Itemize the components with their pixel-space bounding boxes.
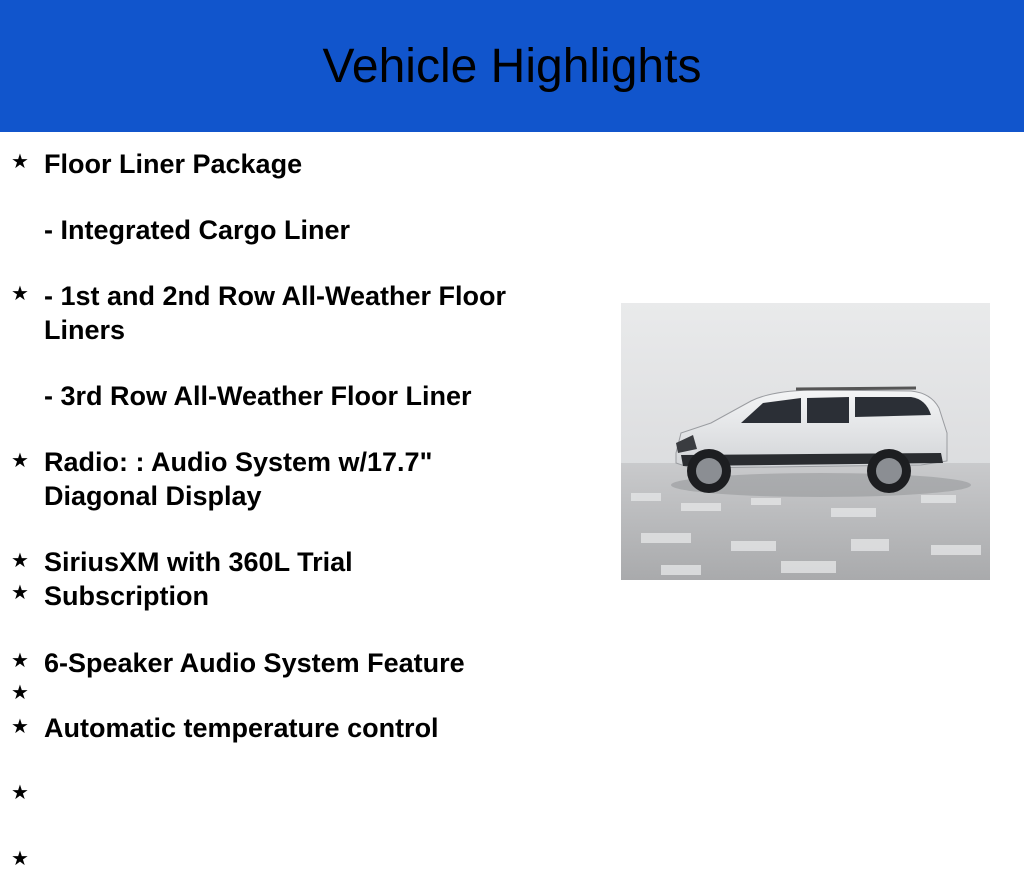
highlight-item: 6-Speaker Audio System Feature (44, 648, 465, 678)
white-suv-photo (621, 303, 990, 580)
highlight-item: Automatic temperature control (44, 713, 439, 743)
highlight-subitem: - 3rd Row All-Weather Floor Liner (44, 381, 472, 411)
star-icon: ★ (11, 682, 29, 704)
header-banner (0, 0, 1024, 132)
star-icon: ★ (11, 848, 29, 870)
star-icon: ★ (11, 450, 29, 472)
highlight-item: SiriusXM with 360L Trial Subscription (44, 547, 353, 611)
star-icon: ★ (11, 782, 29, 804)
highlight-item: Radio: : Audio System w/17.7" Diagonal Display (44, 447, 433, 511)
highlight-item: Floor Liner Package (44, 149, 303, 179)
highlight-subitem: - Integrated Cargo Liner (44, 215, 351, 245)
star-icon: ★ (11, 151, 29, 173)
star-icon: ★ (11, 550, 29, 572)
star-icon: ★ (11, 283, 29, 305)
star-icon: ★ (11, 716, 29, 738)
vehicle-photo (621, 303, 990, 580)
page-title: Vehicle Highlights (322, 39, 702, 93)
star-icon: ★ (11, 582, 29, 604)
highlight-subitem: - 1st and 2nd Row All-Weather Floor Liners (44, 281, 507, 345)
star-icon: ★ (11, 650, 29, 672)
